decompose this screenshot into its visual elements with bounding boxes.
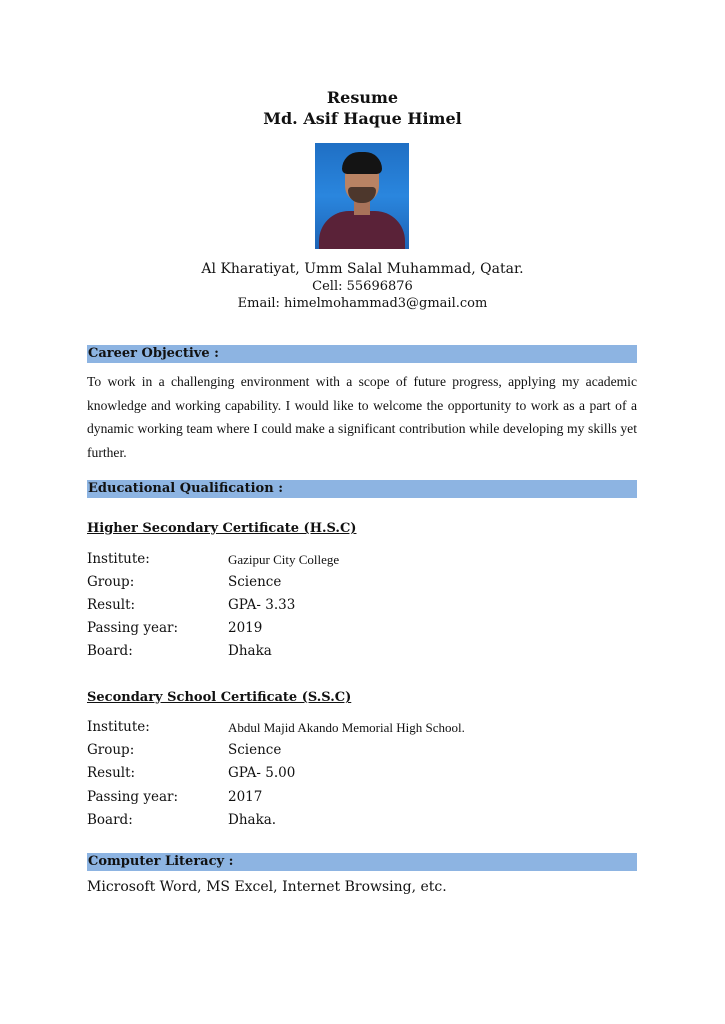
hsc-value: Science (228, 574, 282, 590)
computer-literacy-heading: Computer Literacy : (88, 854, 234, 869)
photo-beard (348, 187, 376, 203)
hsc-label: Group: (87, 574, 135, 590)
ssc-label: Institute: (87, 719, 150, 735)
ssc-label: Group: (87, 742, 135, 758)
hsc-row (87, 597, 637, 619)
ssc-value: 2017 (228, 789, 263, 805)
hsc-value: 2019 (228, 620, 263, 636)
hsc-label: Institute: (87, 551, 150, 567)
ssc-value: Dhaka. (228, 812, 277, 828)
education-bar (87, 480, 637, 498)
doc-title: Resume (326, 88, 399, 107)
ssc-label: Result: (87, 765, 136, 781)
hsc-value: Dhaka (228, 643, 272, 659)
ssc-value: Abdul Majid Akando Memorial High School. (228, 720, 465, 735)
ssc-row (87, 719, 637, 741)
profile-photo (315, 143, 409, 249)
hsc-row (87, 551, 637, 573)
email-line: Email: himelmohammad3@gmail.com (237, 296, 488, 311)
cell-line: Cell: 55696876 (312, 279, 413, 294)
ssc-value: GPA- 5.00 (228, 765, 296, 781)
hsc-label: Result: (87, 597, 136, 613)
photo-hair (342, 152, 382, 174)
hsc-value: Gazipur City College (228, 552, 340, 567)
hsc-row (87, 620, 637, 642)
hsc-row (87, 643, 637, 665)
ssc-label: Board: (87, 812, 133, 828)
ssc-row (87, 742, 637, 764)
ssc-title: Secondary School Certificate (S.S.C) (87, 690, 352, 705)
hsc-label: Board: (87, 643, 133, 659)
ssc-row (87, 812, 637, 834)
address-line: Al Kharatiyat, Umm Salal Muhammad, Qatar. (201, 261, 524, 277)
hsc-value: GPA- 3.33 (228, 597, 296, 613)
hsc-row (87, 574, 637, 596)
person-name: Md. Asif Haque Himel (263, 109, 462, 128)
hsc-title: Higher Secondary Certificate (H.S.C) (87, 521, 357, 536)
photo-neck (354, 201, 370, 215)
hsc-label: Passing year: (87, 620, 178, 636)
ssc-row (87, 765, 637, 787)
career-objective-heading: Career Objective : (88, 346, 219, 361)
career-objective-bar (87, 345, 637, 363)
ssc-value: Science (228, 742, 282, 758)
education-heading: Educational Qualification : (88, 481, 283, 496)
ssc-label: Passing year: (87, 789, 178, 805)
computer-literacy-text: Microsoft Word, MS Excel, Internet Browsing, etc. (87, 879, 447, 895)
computer-literacy-bar (87, 853, 637, 871)
career-objective-text: To work in a challenging environment with a scope of future progress, applying my academic knowledge and working capability. I would like to welcome the opportunity to work as a part of a dynamic working team where I could make a significant contribution while developing my skills yet further. (87, 374, 637, 460)
ssc-row (87, 789, 637, 811)
photo-shirt (319, 211, 405, 249)
